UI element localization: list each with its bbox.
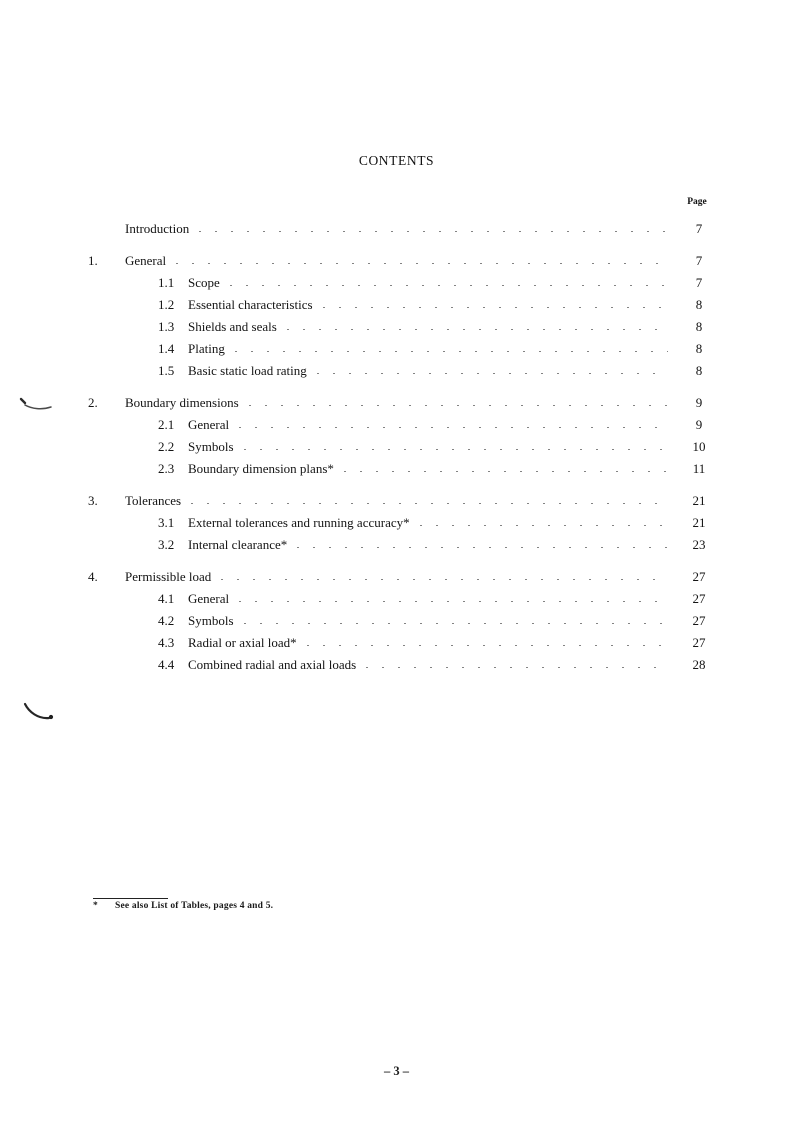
page-title: CONTENTS: [358, 153, 435, 168]
toc-entry-page-number: 8: [695, 341, 703, 356]
toc-entry-label: Basic static load rating: [188, 363, 307, 378]
toc-entry-page-number: 28: [692, 657, 706, 672]
toc-entry-body: [125, 458, 668, 480]
dot-leader: [244, 623, 668, 624]
toc-entry-body: [125, 250, 668, 272]
dot-leader: [230, 285, 668, 286]
dot-leader: [287, 329, 668, 330]
toc-entry-body: [125, 272, 668, 294]
toc-entry-label: Plating: [188, 341, 225, 356]
toc-entry-page-number: 21: [692, 515, 706, 530]
toc-entry-page-number: 7: [695, 221, 703, 236]
toc-entry-body: [125, 392, 668, 414]
toc-entry-subnumber: 3.2: [158, 537, 175, 552]
toc-entry-page-number: 9: [695, 417, 703, 432]
toc-entry-label: External tolerances and running accuracy*: [188, 515, 410, 530]
toc-entry[interactable]: [88, 338, 722, 360]
toc-entry-body: [125, 436, 668, 458]
toc-entry[interactable]: [88, 436, 722, 458]
toc-entry[interactable]: [88, 294, 722, 316]
toc-entry-number: 3.: [88, 493, 98, 508]
toc-entry-body: [125, 588, 668, 610]
toc-entry-page-number: 9: [695, 395, 703, 410]
toc-entry-label: General: [188, 591, 230, 606]
toc-entry-number: 2.: [88, 395, 98, 410]
toc-entry-body: [125, 414, 668, 436]
toc-entry-label: General: [188, 417, 230, 432]
dot-leader: [244, 449, 668, 450]
toc-entry-body: [125, 294, 668, 316]
toc-entry-subnumber: 4.4: [158, 657, 175, 672]
toc-entry-label: Symbols: [188, 613, 234, 628]
page-column-header: Page: [687, 197, 707, 207]
toc-entry-label: Radial or axial load*: [188, 635, 297, 650]
toc-entry[interactable]: [88, 632, 722, 654]
toc-entry-page-number: 10: [692, 439, 706, 454]
toc-entry-label: General: [125, 253, 167, 268]
toc-entry-subnumber: 4.1: [158, 591, 175, 606]
dot-leader: [249, 405, 668, 406]
toc-entry-label: Internal clearance*: [188, 537, 288, 552]
toc-entry-page-number: 11: [692, 461, 706, 476]
dot-leader: [235, 351, 668, 352]
toc-entry-page-number: 21: [692, 493, 706, 508]
toc-entry-body: [125, 566, 668, 588]
toc-entry-subnumber: 2.2: [158, 439, 175, 454]
toc-entry-body: [125, 534, 668, 556]
toc-entry[interactable]: [88, 512, 722, 534]
dot-leader: [344, 471, 668, 472]
dot-leader: [307, 645, 668, 646]
toc-entry-subnumber: 2.1: [158, 417, 175, 432]
dot-leader: [239, 427, 668, 428]
toc-entry-number: 1.: [88, 253, 98, 268]
scan-mark-icon: [18, 396, 62, 416]
dot-leader: [199, 231, 668, 232]
dot-leader: [297, 547, 668, 548]
toc-entry[interactable]: [88, 316, 722, 338]
toc-entry-subnumber: 1.2: [158, 297, 175, 312]
footnote-text: See also List of Tables, pages 4 and 5.: [115, 901, 274, 911]
toc-entry[interactable]: [88, 490, 722, 512]
toc-entry-page-number: 7: [695, 275, 703, 290]
toc-entry-body: [125, 490, 668, 512]
page-folio-number: – 3 –: [384, 1064, 409, 1078]
toc-entry[interactable]: [88, 250, 722, 272]
dot-leader: [317, 373, 668, 374]
dot-leader: [239, 601, 668, 602]
toc-entry-label: Symbols: [188, 439, 234, 454]
toc-entry-label: Essential characteristics: [188, 297, 313, 312]
dot-leader: [176, 263, 668, 264]
toc-entry[interactable]: [88, 588, 722, 610]
toc-entry-page-number: 8: [695, 363, 703, 378]
scan-mark-icon: [20, 700, 66, 726]
toc-entry-body: [125, 360, 668, 382]
toc-entry[interactable]: [88, 360, 722, 382]
toc-entry-page-number: 27: [692, 591, 706, 606]
toc-entry[interactable]: [88, 272, 722, 294]
dot-leader: [366, 667, 668, 668]
toc-entry[interactable]: [88, 414, 722, 436]
toc-entry-body: [125, 632, 668, 654]
toc-entry-subnumber: 4.2: [158, 613, 175, 628]
toc-entry-subnumber: 1.1: [158, 275, 175, 290]
toc-entry-label: Tolerances: [125, 493, 182, 508]
toc-entry[interactable]: [88, 458, 722, 480]
toc-entry[interactable]: [88, 392, 722, 414]
toc-entry-label: Permissible load: [125, 569, 212, 584]
toc-entry-page-number: 8: [695, 297, 703, 312]
toc-entry-subnumber: 3.1: [158, 515, 175, 530]
toc-entry-label: Combined radial and axial loads: [188, 657, 357, 672]
toc-entry[interactable]: [88, 534, 722, 556]
toc-entry-label: Boundary dimensions: [125, 395, 239, 410]
toc-entry-body: [125, 610, 668, 632]
toc-entry-page-number: 27: [692, 635, 706, 650]
toc-entry-label: Scope: [188, 275, 220, 290]
toc-entry-number: 4.: [88, 569, 98, 584]
table-of-contents: [88, 218, 722, 676]
toc-entry-body: [125, 338, 668, 360]
footnote-marker: *: [93, 901, 98, 911]
footnote-rule: [93, 898, 168, 899]
toc-entry-subnumber: 4.3: [158, 635, 175, 650]
toc-entry[interactable]: [88, 566, 722, 588]
toc-entry-subnumber: 1.3: [158, 319, 175, 334]
toc-entry-subnumber: 1.4: [158, 341, 175, 356]
toc-entry-body: [125, 218, 668, 240]
dot-leader: [191, 503, 668, 504]
toc-entry[interactable]: [88, 218, 722, 240]
toc-entry-page-number: 27: [692, 613, 706, 628]
toc-entry-subnumber: 2.3: [158, 461, 175, 476]
toc-entry-label: Shields and seals: [188, 319, 277, 334]
toc-entry[interactable]: [88, 654, 722, 676]
toc-entry-page-number: 8: [695, 319, 703, 334]
toc-entry-body: [125, 512, 668, 534]
dot-leader: [221, 579, 668, 580]
toc-entry-body: [125, 316, 668, 338]
dot-leader: [323, 307, 668, 308]
toc-entry-page-number: 27: [692, 569, 706, 584]
toc-entry-page-number: 23: [692, 537, 706, 552]
toc-entry-label: Boundary dimension plans*: [188, 461, 334, 476]
toc-entry-label: Introduction: [125, 221, 190, 236]
footnote: [93, 901, 273, 911]
toc-entry-page-number: 7: [695, 253, 703, 268]
dot-leader: [420, 525, 668, 526]
toc-entry[interactable]: [88, 610, 722, 632]
toc-entry-subnumber: 1.5: [158, 363, 175, 378]
toc-entry-body: [125, 654, 668, 676]
